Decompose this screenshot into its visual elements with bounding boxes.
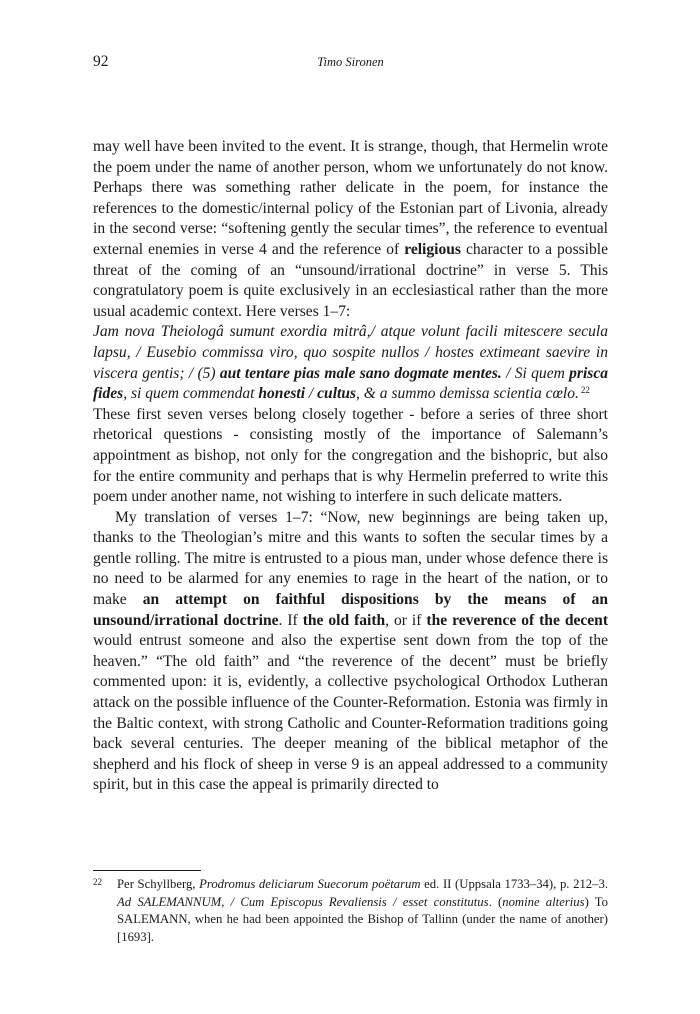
footnote-text-part: ed. II (Uppsala 1733–34), p. 212–3. [420, 877, 608, 891]
page-number: 92 [93, 53, 109, 70]
paragraph-3-text: , or if [385, 611, 427, 629]
quote-bold: prisca fides [93, 364, 609, 403]
running-head-author: Timo Sironen [317, 55, 384, 69]
footnote-reference: 22 [580, 385, 590, 396]
latin-block-quote [93, 322, 608, 404]
paragraph-1-text: may well have been invited to the event. It is strange, though, that Hermelin wrote the poem under the name of another person, whom we unfortunately do not know. Perhaps there was something rather delicate in the poem, for instance the references to the domestic/internal policy of the Estonian part of Livonia, already in the second verse: “softening gently the secular times”, the reference to eventual external enemies in verse 4 and the reference of [93, 138, 608, 258]
paragraph-3-text: would entrust someone and also the expertise sent down from the top of the heaven.” “The old faith” and “the reverence of the decent” must be briefly commented upon: it is, evidently, a collective psychological Orthodox Lutheran attack on the possible influence of the Counter-Reformation. Estonia was firmly in the Baltic context, with strong Catholic and Counter-Reformation traditions going back several centuries. The deeper meaning of the biblical metaphor of the shepherd and his flock of sheep in verse 9 is an appeal addressed to a community spirit, but in this case the appeal is primarily directed to [93, 632, 608, 794]
footnote-text [117, 876, 608, 946]
page-header [93, 53, 608, 73]
footnote-divider [93, 870, 201, 871]
quote-bold: honesti [258, 385, 306, 403]
paragraph-1 [93, 137, 608, 322]
quote-bold: aut tentare pias male sano dogmate mentes. [219, 364, 502, 382]
paragraph-3-bold: an attempt on faithful dispositions by the means of an unsound/irrational doctrine [93, 591, 609, 629]
main-text [93, 137, 608, 796]
footnote-italic: Prodromus deliciarum Suecorum poëtarum [199, 877, 421, 891]
footnote-italic: nomine alterius [502, 894, 585, 909]
paragraph-3-text: . If [278, 611, 303, 629]
quote-bold: cultus [317, 385, 357, 403]
paragraph-3-text: My translation of verses 1–7: “Now, new beginnings are being taken up, thanks to the Theologian’s mitre and this wants to soften the secular times by a gentle rolling. The mitre is entrusted to a pious man, under whose defence there is no need to be alarmed for any enemies to rage in the heart of the nation, or to make [93, 508, 608, 609]
footnote-italic: Ad SALEMANNUM, / Cum Episcopus Revaliensis / esset constitutus [117, 894, 489, 909]
footnote-text-part: Per Schyllberg, [117, 877, 200, 891]
footnote-number: 22 [93, 877, 102, 887]
paragraph-3 [93, 508, 608, 796]
footnote-22 [93, 876, 608, 946]
quote-text: / [305, 385, 318, 403]
paragraph-3-bold: the old faith [302, 611, 386, 629]
paragraph-2: These first seven verses belong closely together - before a series of three short rhetorical questions - consisting mostly of the importance of Salemann’s appointment as bishop, not only for the congregation and the bishopric, but also for the entire community and perhaps that is why Hermelin preferred to write this poem under another name, not wishing to interfere in such delicate matters. [93, 405, 608, 506]
footnote-text-part: . ( [488, 894, 503, 909]
quote-text: / Si quem [501, 364, 570, 382]
paragraph-1-text-cont: character to a possible threat of the coming of an “unsound/irrational doctrine” in verse 5. This congratulatory poem is quite exclusively in an ecclesiastical rather than the more usual academic context. Here verses 1–7: [93, 240, 608, 320]
quote-text: , si quem commendat [123, 385, 259, 403]
paragraph-1-bold: religious [404, 240, 461, 258]
paragraph-3-bold: the reverence of the decent [426, 611, 608, 629]
quote-text: , & a summo demissa scientia cœlo. [356, 385, 579, 403]
quote-text: Jam nova Theiologâ sumunt exordia mitrâ,/ atque volunt facili mitescere secula lapsu, / Eusebio commissa viro, quo sospite nullos / hostes extimeant saevire in viscera gentis; / (5) [93, 323, 608, 382]
footnote-text-part: ) To SALEMANN, when he had been appointed the Bishop of Tallinn (under the name of another) [1693]. [117, 894, 609, 944]
